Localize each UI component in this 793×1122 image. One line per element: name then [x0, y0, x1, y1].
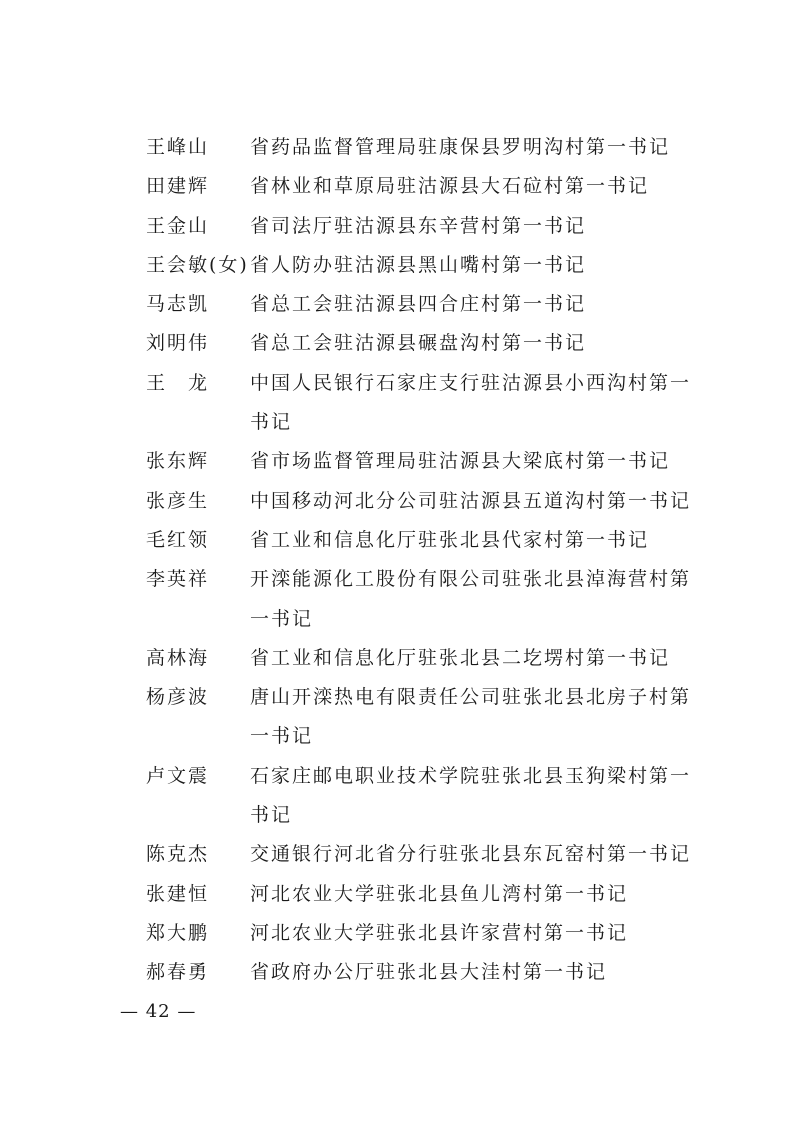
position-description	[250, 875, 706, 914]
person-name: 张彦生	[146, 489, 210, 512]
person-name: 马志凯	[146, 293, 210, 316]
position-description	[250, 364, 706, 443]
person-name: 王会敏(女)	[146, 253, 249, 276]
position-line: 河北农业大学驻张北县许家营村第一书记	[250, 921, 629, 944]
position-line: 一书记	[250, 725, 314, 748]
list-item	[146, 521, 706, 560]
list-item	[146, 757, 706, 836]
list-item	[146, 482, 706, 521]
position-line: 省政府办公厅驻张北县大洼村第一书记	[250, 961, 608, 984]
position-line: 一书记	[250, 607, 314, 630]
list-item	[146, 442, 706, 481]
list-item	[146, 835, 706, 874]
position-line: 省总工会驻沽源县四合庄村第一书记	[250, 293, 587, 316]
position-description	[250, 560, 706, 639]
position-line: 省人防办驻沽源县黑山嘴村第一书记	[250, 253, 587, 276]
position-line: 省司法厅驻沽源县东辛营村第一书记	[250, 214, 587, 237]
position-description	[250, 482, 706, 521]
position-description	[250, 835, 706, 874]
position-line: 中国人民银行石家庄支行驻沽源县小西沟村第一	[250, 371, 692, 394]
position-line: 开滦能源化工股份有限公司驻张北县淖海营村第	[250, 568, 692, 591]
person-name: 高林海	[146, 646, 210, 669]
person-name: 陈克杰	[146, 843, 210, 866]
list-item	[146, 324, 706, 363]
position-description	[250, 285, 706, 324]
list-item	[146, 560, 706, 639]
appointee-list	[146, 128, 706, 993]
position-description	[250, 207, 706, 246]
position-line: 石家庄邮电职业技术学院驻张北县玉狗梁村第一	[250, 764, 692, 787]
person-name: 田建辉	[146, 175, 210, 198]
list-item	[146, 914, 706, 953]
list-item	[146, 364, 706, 443]
position-description	[250, 128, 706, 167]
list-item	[146, 207, 706, 246]
person-name: 王金山	[146, 214, 210, 237]
person-name: 王峰山	[146, 136, 210, 158]
list-item	[146, 953, 706, 992]
person-name: 王 龙	[146, 371, 210, 394]
person-name: 李英祥	[146, 568, 210, 591]
list-item	[146, 678, 706, 757]
position-line: 交通银行河北省分行驻张北县东瓦窑村第一书记	[250, 843, 692, 866]
position-description	[250, 324, 706, 363]
position-description	[250, 246, 706, 285]
person-name: 张建恒	[146, 882, 210, 905]
position-line: 书记	[250, 411, 293, 434]
person-name: 毛红领	[146, 528, 210, 551]
person-name: 郝春勇	[146, 961, 210, 984]
list-item	[146, 246, 706, 285]
position-description	[250, 639, 706, 678]
person-name: 张东辉	[146, 450, 210, 473]
position-line: 中国移动河北分公司驻沽源县五道沟村第一书记	[250, 489, 692, 512]
position-line: 省总工会驻沽源县碾盘沟村第一书记	[250, 332, 587, 355]
position-description	[250, 521, 706, 560]
person-name: 杨彦波	[146, 686, 210, 709]
list-item	[146, 285, 706, 324]
position-description	[250, 678, 706, 757]
page-number: — 42 —	[120, 1001, 197, 1022]
list-item	[146, 875, 706, 914]
position-line: 唐山开滦热电有限责任公司驻张北县北房子村第	[250, 686, 692, 709]
list-item	[146, 639, 706, 678]
position-line: 河北农业大学驻张北县鱼儿湾村第一书记	[250, 882, 629, 905]
position-description	[250, 953, 706, 992]
person-name: 刘明伟	[146, 332, 210, 355]
person-name: 卢文震	[146, 764, 210, 787]
position-line: 省市场监督管理局驻沽源县大梁底村第一书记	[250, 450, 671, 473]
list-item	[146, 128, 706, 167]
list-item	[146, 167, 706, 206]
position-line: 省林业和草原局驻沽源县大石砬村第一书记	[250, 175, 650, 198]
position-description	[250, 442, 706, 481]
person-name: 郑大鹏	[146, 921, 210, 944]
position-line: 省药品监督管理局驻康保县罗明沟村第一书记	[250, 136, 671, 158]
position-line: 省工业和信息化厅驻张北县代家村第一书记	[250, 528, 650, 551]
position-description	[250, 914, 706, 953]
position-description	[250, 167, 706, 206]
position-line: 书记	[250, 804, 293, 827]
position-line: 省工业和信息化厅驻张北县二圪塄村第一书记	[250, 646, 671, 669]
position-description	[250, 757, 706, 836]
